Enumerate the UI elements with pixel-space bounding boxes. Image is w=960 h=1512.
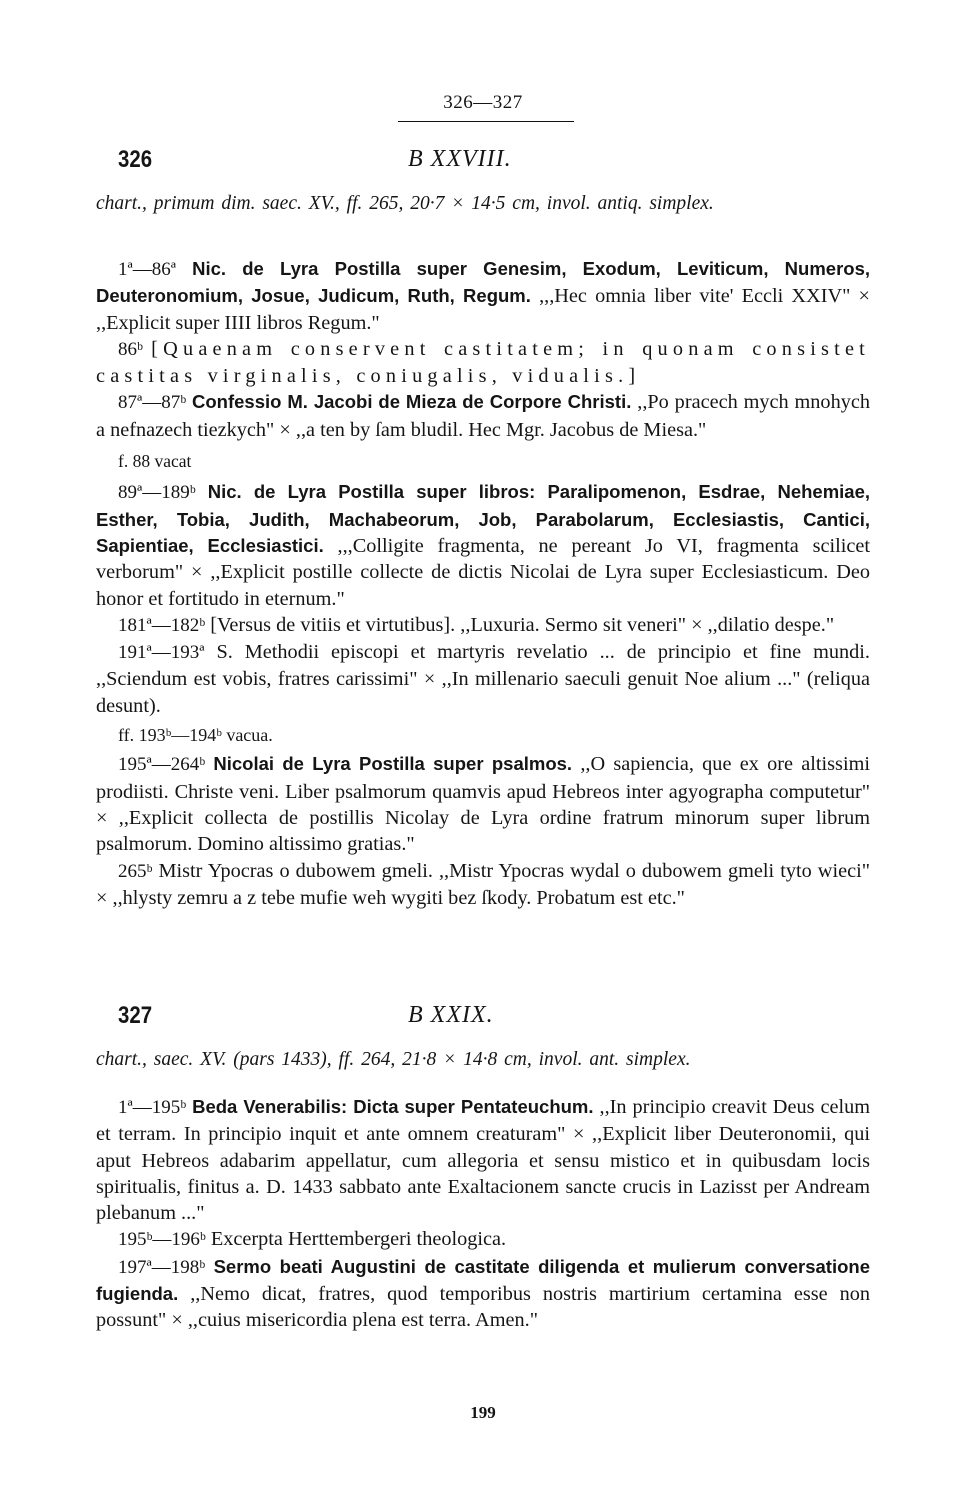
incipit-explicit: ,,In principio creavit Deus celum et terram. In principio inquit et ante omnem creaturam" × ,,Explicit liber Deuteronomii, qui aput Hebreos adabarim appellatur, cum allegoria et sensu mistico et in quibusdam locis spiritualis, finitus a. D. 1433 sabbato ante Exaltacionem sancte crucis in Lazisst per Andream plebanum ..." [96, 1096, 870, 1225]
folio-range: 195ᵇ—196ᵇ [118, 1229, 206, 1251]
incipit-explicit: ,,Po pracech mych mnohych a nefnazech tiezkych" × ,,a ten by ſam bludil. Hec Mgr. Jacobus de Miesa." [96, 391, 870, 441]
content-item [96, 751, 870, 857]
running-head: 326—327 [443, 92, 523, 113]
content-item [96, 722, 870, 748]
item-text: vacat [154, 451, 192, 472]
content-item [96, 448, 870, 474]
content-item [96, 256, 870, 336]
content-item [96, 1226, 870, 1253]
content-item [96, 389, 870, 443]
folio-range: 181ª—182ᵇ [118, 614, 206, 636]
folio-range: 1ª—195ᵇ [118, 1097, 187, 1118]
item-text: Mistr Ypocras o dubowem gmeli. ,,Mistr Ypocras wydal o dubowem gmeli tyto wieci" × ,,hlysty zemru a z tebe mufie weh wygiti bez ſkody. Probatum est etc." [96, 859, 870, 909]
item-text: S. Methodii episcopi et martyris revelatio ... de principio et fine mundi. ,,Sciendum est vobis, fratres carissimi" × ,,In millenario saeculi genuit Noe alium ..." (reliqua desunt). [96, 641, 870, 717]
folio-range: 89ª—189ᵇ [118, 482, 196, 504]
content-item [96, 639, 870, 719]
entry-326-description: chart., primum dim. saec. XV., ff. 265, 20·7 × 14·5 cm, invol. antiq. simplex. [96, 193, 714, 214]
folio-range: 265ᵇ [118, 860, 153, 882]
entry-number: 327 [118, 1002, 153, 1029]
item-text: [Versus de vitiis et virtutibus]. ,,Luxuria. Sermo sit veneri" × ,,dilatio despe." [210, 613, 835, 636]
folio-range: 195ª—264ᵇ [118, 754, 206, 776]
content-item [96, 1094, 870, 1226]
folio-range: 86ᵇ [118, 338, 143, 360]
work-title: Confessio M. Jacobi de Mieza de Corpore Christi. [192, 391, 632, 413]
page-number: 199 [470, 1403, 496, 1422]
folio-range: 197ª—198ᵇ [118, 1256, 206, 1278]
folio-range: 1ª—86ª [118, 259, 176, 280]
work-title: Beda Venerabilis: Dicta super Pentateuchum. [192, 1096, 594, 1117]
folio-range: 87ª—87ᵇ [118, 392, 187, 414]
entry-326-contents [96, 256, 870, 911]
item-text: vacua. [226, 725, 273, 746]
entry-327-heading [96, 1002, 870, 1042]
work-title: Nicolai de Lyra Postilla super psalmos. [213, 753, 573, 775]
incipit-explicit: ,,O sapiencia, que ex ore altissimi prodiisti. Christe veni. Liber psalmorum quamvis apud Hebreos inter agyographa computetur" × ,,Explicit collecta de postillis Nicolay de Lyra ordine fratrum minorum super librum psalmorum. Domino altissimo gratias." [96, 753, 870, 856]
content-item [96, 1254, 870, 1334]
content-item [96, 336, 870, 390]
incipit-explicit: ,,Nemo dicat, fratres, quod temporibus nostris martirium certamina esse non possunt" × ,,cuius misericordia plena est terra. Amen." [96, 1283, 870, 1332]
shelf-signature: B XXVIII. [408, 146, 512, 172]
incipit-explicit: ,,,Hec omnia liber vite' Eccli XXIV" × ,,Explicit super IIII libros Regum." [96, 285, 870, 334]
item-text: Excerpta Herttembergeri theologica. [210, 1228, 507, 1251]
shelf-signature: B XXIX. [408, 1002, 494, 1028]
folio-range: ff. 193ᵇ—194ᵇ [118, 725, 222, 746]
folio-range: 191ª—193ª [118, 642, 205, 664]
content-item [96, 612, 870, 639]
incipit-explicit: ,,,Colligite fragmenta, ne pereant Jo VI, fragmenta scilicet verborum" × ,,Explicit postille collecte de dictis Nicolai de Lyra super Ecclesiasticum. Deo honor et fortitudo in eternum." [96, 534, 870, 610]
entry-327-contents [96, 1094, 870, 1334]
entry-327-description: chart., saec. XV. (pars 1433), ff. 264, 21·8 × 14·8 cm, invol. ant. simplex. [96, 1049, 691, 1070]
entry-326-heading [96, 146, 870, 186]
work-title: Sermo beati Augustini de castitate diligenda et mulierum conversatione fugienda. [96, 1255, 870, 1305]
work-title: Nic. de Lyra Postilla super Genesim, Exodum, Leviticum, Numeros, Deuteronomium, Josue, Judicum, Ruth, Regum. [96, 258, 871, 307]
item-text: [Quaenam conservent castitatem; in quonam consistet castitas virginalis, coniugalis, vidualis.] [96, 337, 870, 388]
header-rule [398, 121, 574, 122]
content-item [96, 479, 870, 611]
folio-range: f. 88 [118, 451, 151, 472]
content-item [96, 858, 870, 912]
work-title: Nic. de Lyra Postilla super libros: Paralipomenon, Esdrae, Nehemiae, Esther, Tobia, Judith, Machabeorum, Job, Parabolarum, Ecclesiastis, Cantici, Sapientiae, Ecclesiastici. [96, 481, 870, 556]
entry-number: 326 [118, 146, 153, 173]
